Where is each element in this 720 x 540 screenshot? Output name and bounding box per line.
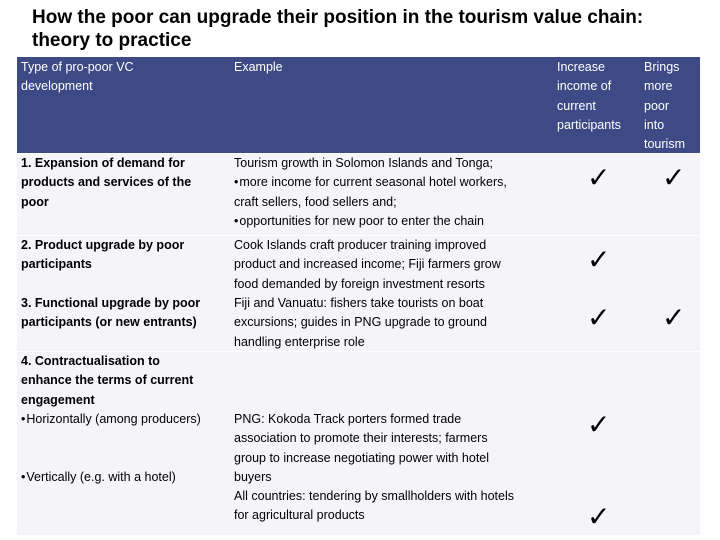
check-icon: ✓ xyxy=(587,500,611,533)
row2-type: 2. Product upgrade by poor participants xyxy=(21,238,185,272)
header-type: Type of pro-poor VC development xyxy=(21,60,134,94)
row1-example: Tourism growth in Solomon Islands and Tonga; • more income for current seasonal hotel workers, craft sellers, food sellers and; • opportunities for new poor to enter the chain xyxy=(234,154,507,231)
row4-sub-vertical: • Vertically (e.g. with a hotel) xyxy=(21,468,176,487)
header-example: Example xyxy=(234,60,283,74)
check-icon: ✓ xyxy=(587,161,611,194)
row4-type: 4. Contractualisation to enhance the terms of current engagement xyxy=(21,354,194,407)
check-icon: ✓ xyxy=(587,243,611,276)
row4-sub-horizontal: • Horizontally (among producers) xyxy=(21,410,201,429)
header-increase-income: Increase income of current participants xyxy=(557,60,621,132)
check-icon: ✓ xyxy=(587,301,611,334)
slide-title xyxy=(32,6,712,52)
row1-type: 1. Expansion of demand for products and services of the poor xyxy=(21,156,192,209)
row2-example: Cook Islands craft producer training improved product and increased income; Fiji farmers grow food demanded by foreign investment resorts xyxy=(234,238,501,291)
check-icon: ✓ xyxy=(662,161,686,194)
title-line-2: theory to practice xyxy=(32,30,192,51)
row4-example: PNG: Kokoda Track porters formed trade association to promote their interests; farmers group to increase negotiating power with hotel buyers All countries: tendering by smallholders with hotels for agricultural products xyxy=(234,412,514,523)
check-icon: ✓ xyxy=(662,301,686,334)
check-icon: ✓ xyxy=(587,408,611,441)
row3-type: 3. Functional upgrade by poor participants (or new entrants) xyxy=(21,296,201,330)
title-line-1: How the poor can upgrade their position in the tourism value chain: xyxy=(32,7,644,28)
row3-example: Fiji and Vanuatu: fishers take tourists on boat excursions; guides in PNG upgrade to ground handling enterprise role xyxy=(234,296,487,349)
header-brings-poor: Brings more poor into tourism xyxy=(644,60,685,152)
